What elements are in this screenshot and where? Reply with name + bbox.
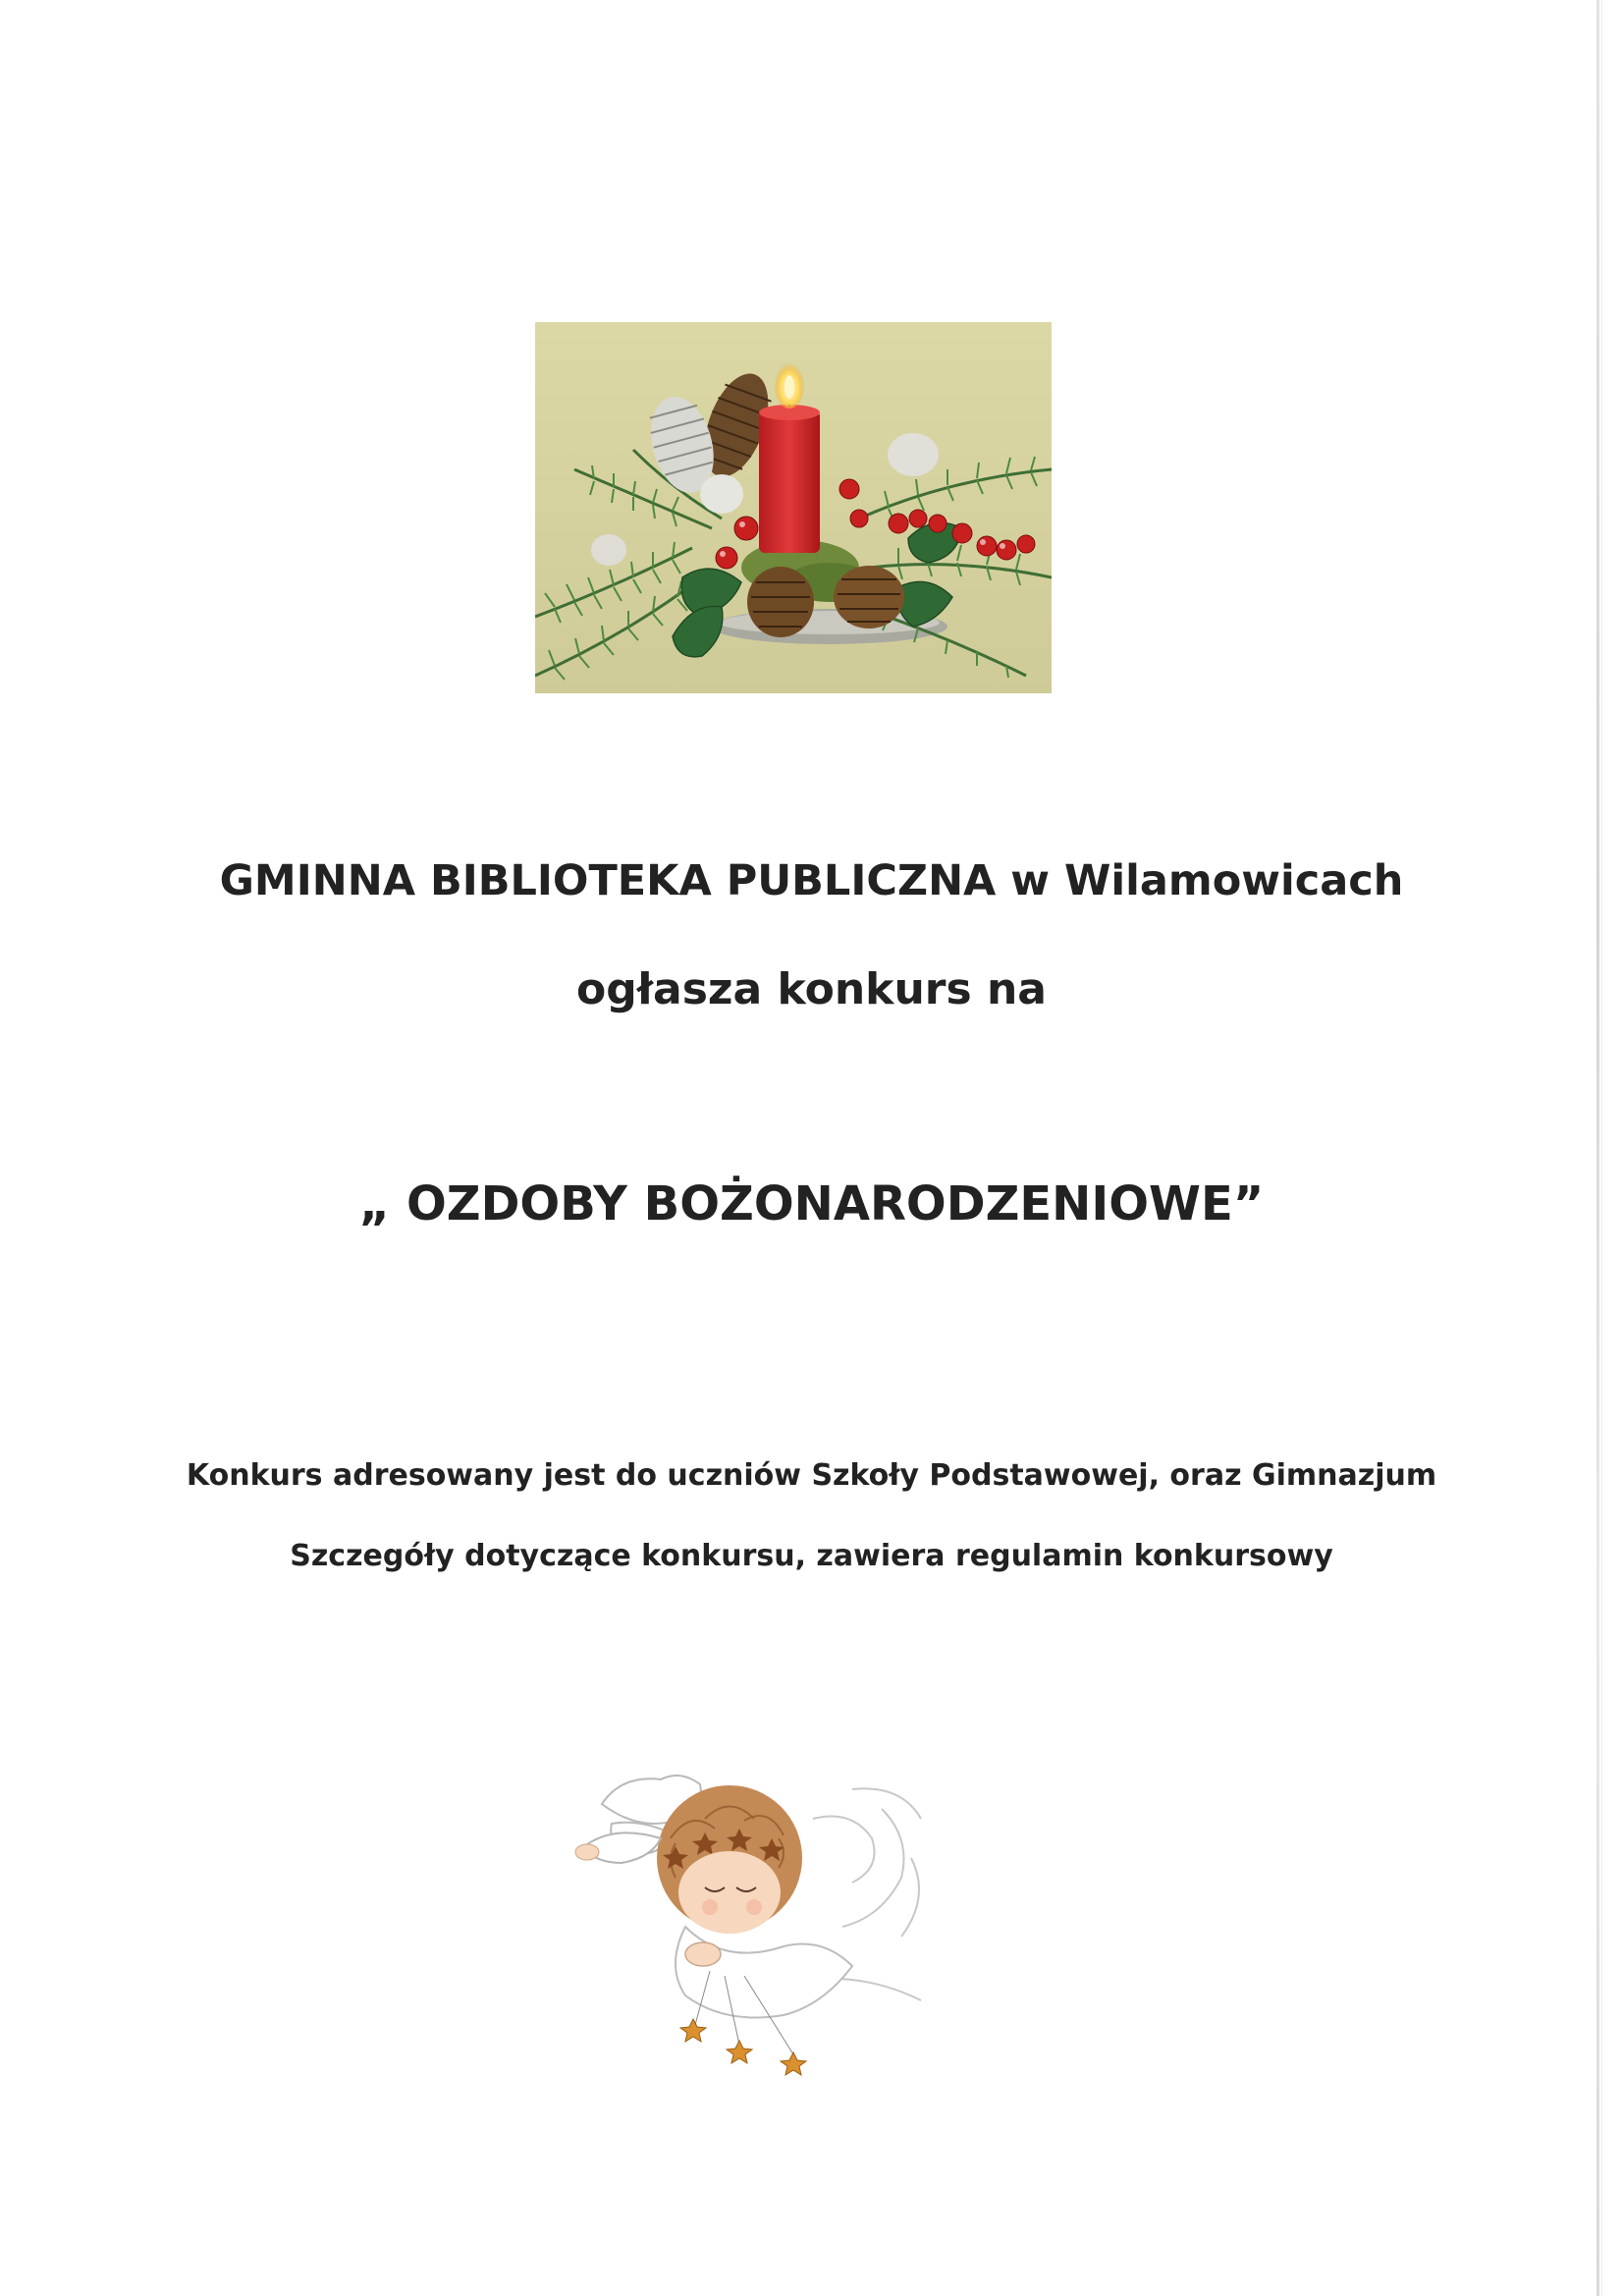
- scan-edge-line-secondary: [1601, 0, 1602, 2296]
- christmas-candle-photo: [535, 322, 1052, 693]
- audience-text: Konkurs adresowany jest do uczniów Szkoły Podstawowej, oraz Gimnazjum: [186, 1458, 1437, 1493]
- scan-edge-line: [1596, 0, 1599, 2296]
- contest-title: „ OZDOBY BOŻONARODZENIOWE”: [358, 1176, 1265, 1231]
- rules-text: Szczegóły dotyczące konkursu, zawiera regulamin konkursowy: [290, 1539, 1333, 1573]
- announcement-text: ogłasza konkurs na: [576, 964, 1047, 1014]
- organization-heading: GMINNA BIBLIOTEKA PUBLICZNA w Wilamowicach: [219, 856, 1404, 905]
- angel-illustration: [558, 1730, 1019, 2104]
